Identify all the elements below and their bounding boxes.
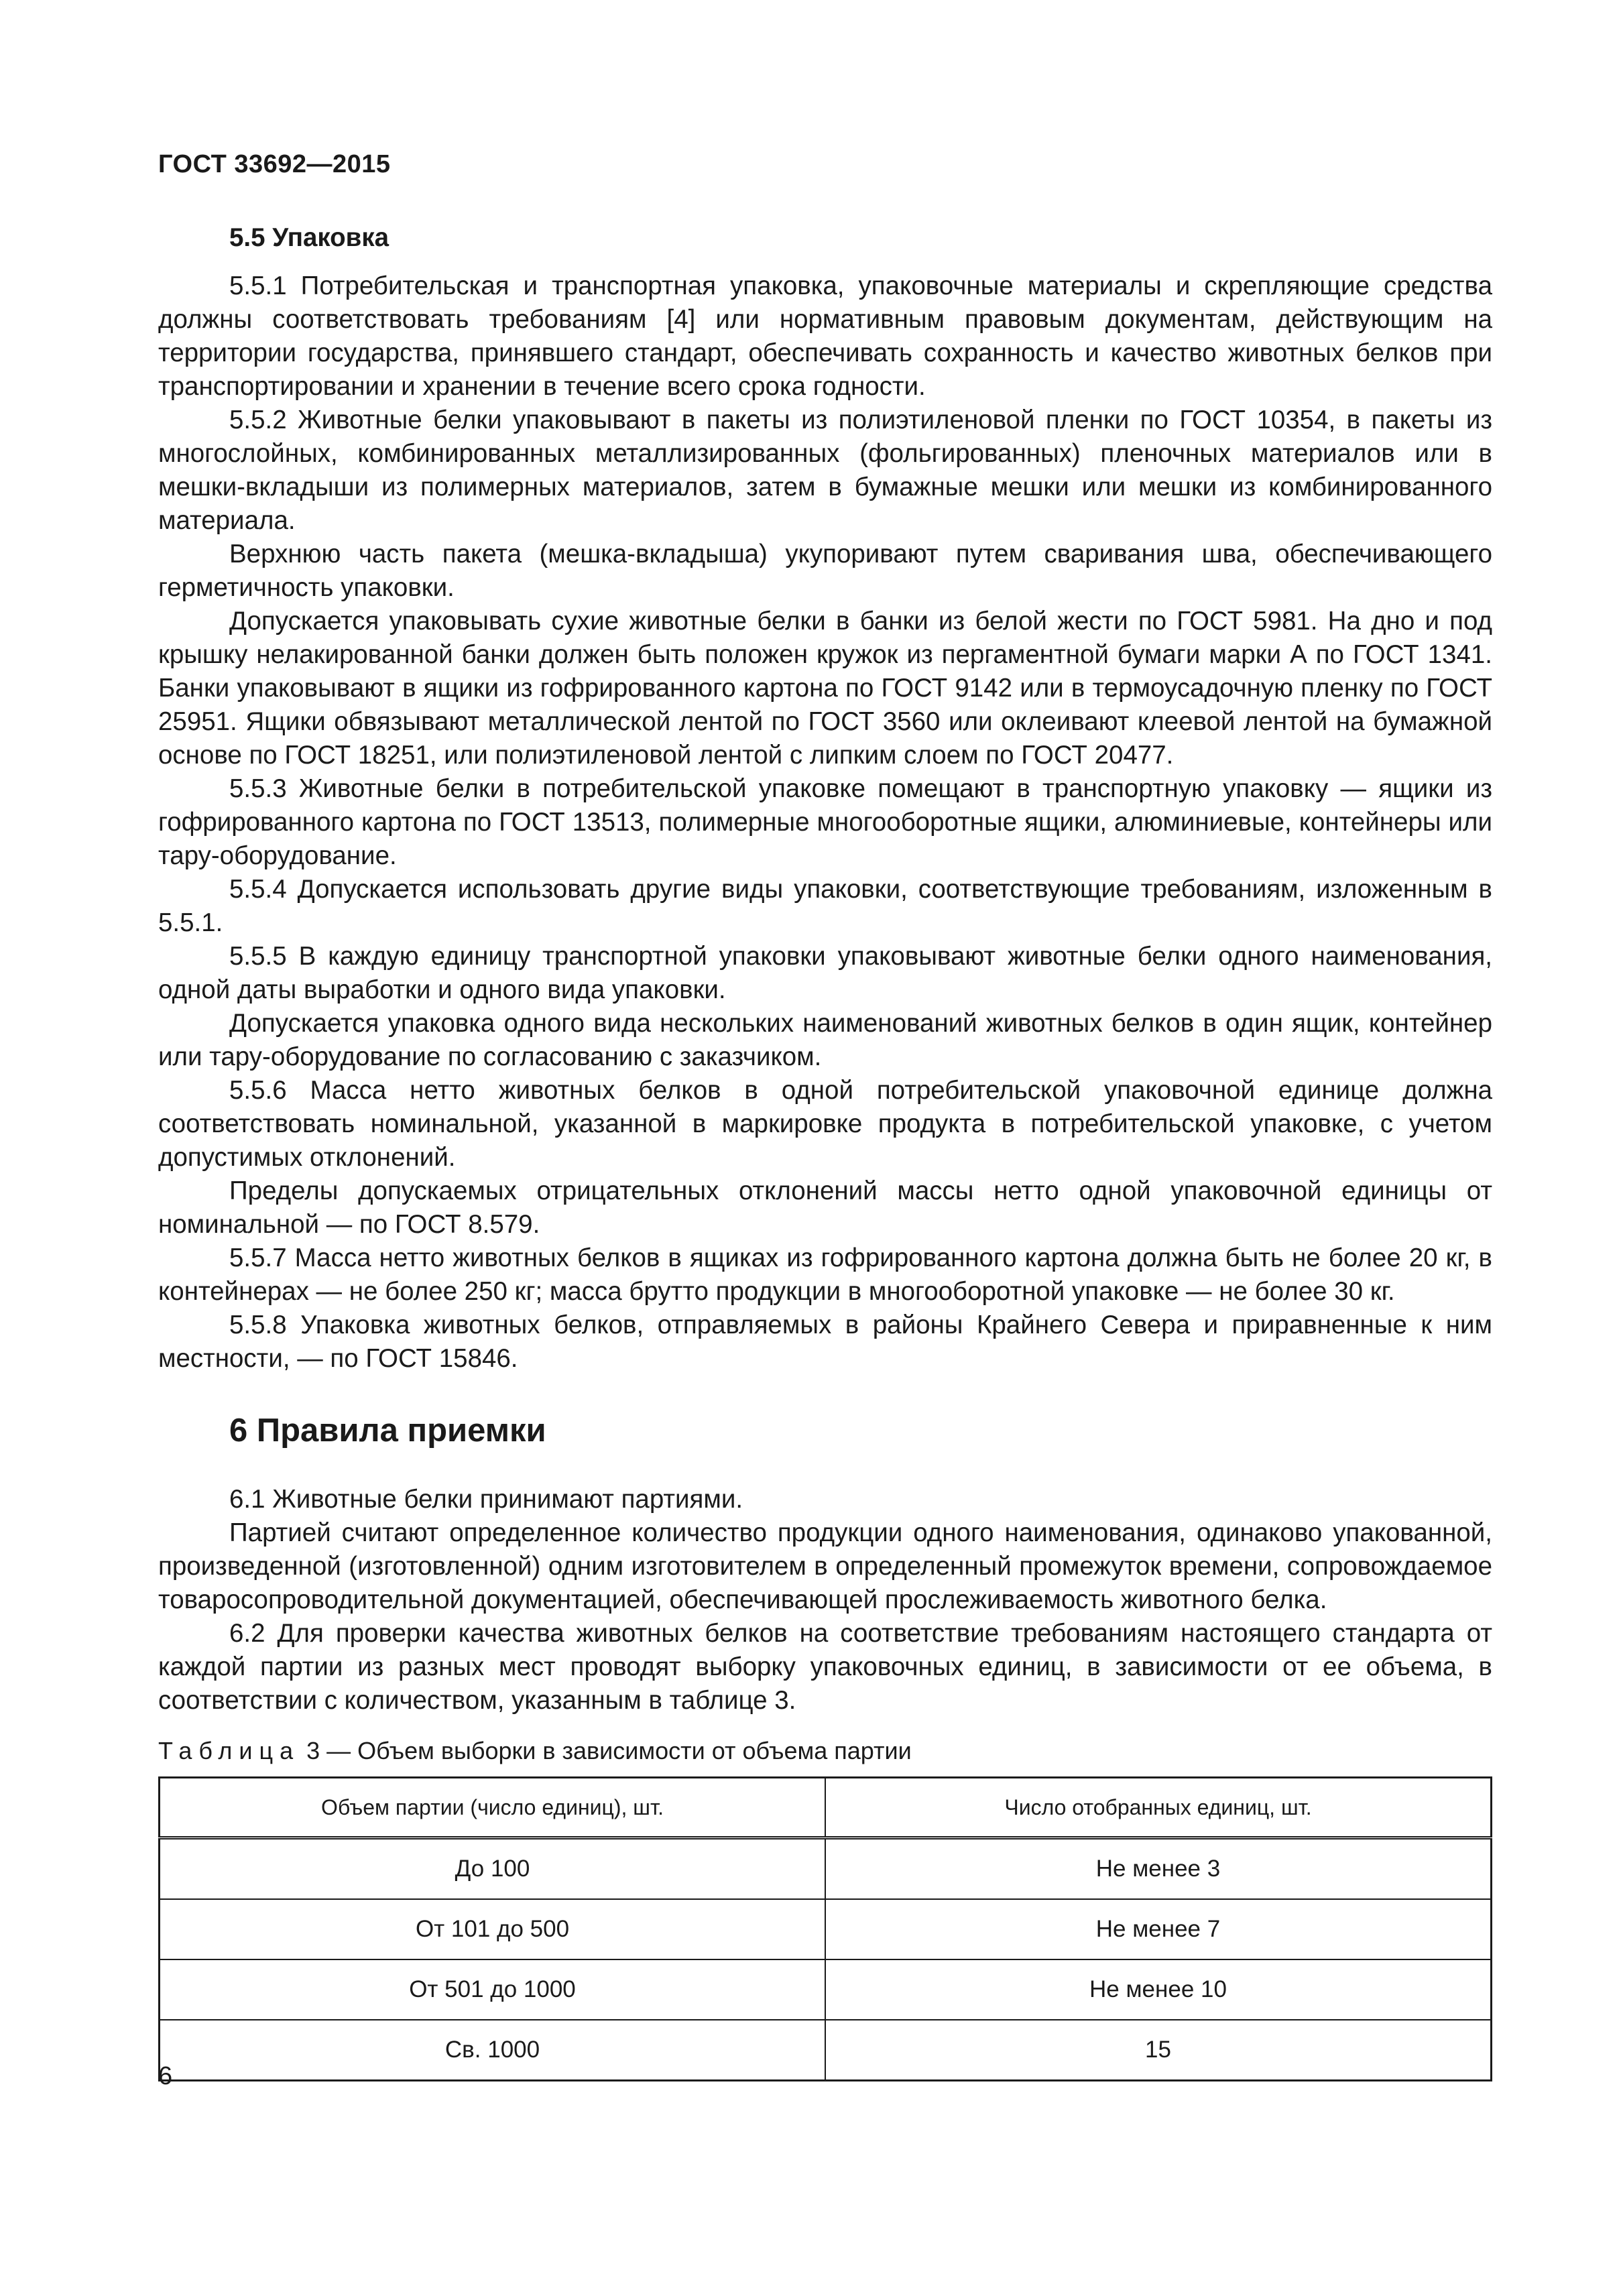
table-cell-sample-count: 15 — [825, 2020, 1492, 2081]
paragraph-6-1-batch: Партией считают определенное количество продукции одного наименования, одинаково упакованной, произведенной (изготовленной) одним изготовителем в определенный промежуток времени, сопровождаемое товаросопроводительной документацией, обеспечивающей прослеживаемость животного белка. — [158, 1518, 1492, 1614]
table-row — [160, 1899, 1492, 1959]
table-cell-batch-size: Св. 1000 — [160, 2020, 826, 2081]
paragraph-5-5-2: 5.5.2 Животные белки упаковывают в пакеты из полиэтиленовой пленки по ГОСТ 10354, в пакеты из многослойных, комбинированных металлизированных (фольгированных) пленочных материалов или в мешки-вкладыши из полимерных материалов, затем в бумажные мешки или мешки из комбинированного материала. — [158, 406, 1492, 535]
page-number: 6 — [158, 2062, 173, 2090]
paragraph-6-1: 6.1 Животные белки принимают партиями. — [229, 1485, 743, 1514]
column-header-batch-size: Объем партии (число единиц), шт. — [160, 1778, 826, 1838]
section-title-5-5: 5.5 Упаковка — [229, 223, 389, 252]
sample-size-table — [158, 1776, 1492, 2081]
paragraph-5-5-5-mixed: Допускается упаковка одного вида нескольких наименований животных белков в один ящик, контейнер или тару-оборудование по согласованию с заказчиком. — [158, 1009, 1492, 1071]
paragraph-5-5-3: 5.5.3 Животные белки в потребительской упаковке помещают в транспортную упаковку — ящики из гофрированного картона по ГОСТ 13513, полимерные многооборотные ящики, алюминиевые, контейнеры или тару-оборудование. — [158, 774, 1492, 870]
paragraph-6-2: 6.2 Для проверки качества животных белков на соответствие требованиям настоящего стандарта от каждой партии из разных мест проводят выборку упаковочных единиц, в зависимости от ее объема, в соответствии с количеством, указанным в таблице 3. — [158, 1619, 1492, 1715]
document-header: ГОСТ 33692—2015 — [158, 150, 391, 178]
paragraph-5-5-6-limits: Пределы допускаемых отрицательных отклонений массы нетто одной упаковочной единицы от номинальной — по ГОСТ 8.579. — [158, 1176, 1492, 1239]
table-label: Таблица — [158, 1737, 300, 1764]
paragraph-5-5-4: 5.5.4 Допускается использовать другие виды упаковки, соответствующие требованиям, изложенным в 5.5.1. — [158, 875, 1492, 937]
paragraph-5-5-7: 5.5.7 Масса нетто животных белков в ящиках из гофрированного картона должна быть не более 20 кг, в контейнерах — не более 250 кг; масса брутто продукции в многооборотной упаковке — не более 30 кг. — [158, 1244, 1492, 1306]
table-cell-sample-count: Не менее 3 — [825, 1838, 1492, 1900]
table-cell-batch-size: От 501 до 1000 — [160, 1959, 826, 2020]
table-cell-batch-size: До 100 — [160, 1838, 826, 1900]
column-header-sample-count: Число отобранных единиц, шт. — [825, 1778, 1492, 1838]
document-body — [158, 221, 1492, 2081]
paragraph-5-5-2-sealing: Верхнюю часть пакета (мешка-вкладыша) укупоривают путем сваривания шва, обеспечивающего герметичность упаковки. — [158, 540, 1492, 602]
paragraph-5-5-5: 5.5.5 В каждую единицу транспортной упаковки упаковывают животные белки одного наименования, одной даты выработки и одного вида упаковки. — [158, 942, 1492, 1004]
table-cell-sample-count: Не менее 10 — [825, 1959, 1492, 2020]
section-title-6: 6 Правила приемки — [229, 1412, 546, 1449]
table-row — [160, 1959, 1492, 2020]
paragraph-5-5-8: 5.5.8 Упаковка животных белков, отправляемых в районы Крайнего Севера и приравненные к ним местности, — по ГОСТ 15846. — [158, 1311, 1492, 1373]
paragraph-5-5-1: 5.5.1 Потребительская и транспортная упаковка, упаковочные материалы и скрепляющие средства должны соответствовать требованиям [4] или нормативным правовым документам, действующим на территории государства, принявшего стандарт, обеспечивать сохранность и качество животных белков при транспортировании и хранении в течение всего срока годности. — [158, 271, 1492, 401]
table-caption — [158, 1736, 1492, 1766]
table-cell-batch-size: От 101 до 500 — [160, 1899, 826, 1959]
table-cell-sample-count: Не менее 7 — [825, 1899, 1492, 1959]
table-row — [160, 1838, 1492, 1900]
paragraph-5-5-2-cans: Допускается упаковывать сухие животные белки в банки из белой жести по ГОСТ 5981. На дно и под крышку нелакированной банки должен быть положен кружок из пергаментной бумаги марки А по ГОСТ 1341. Банки упаковывают в ящики из гофрированного картона по ГОСТ 9142 или в термоусадочную пленку по ГОСТ 25951. Ящики обвязывают металлической лентой по ГОСТ 3560 или оклеивают клеевой лентой на бумажной основе по ГОСТ 18251, или полиэтиленовой лентой с липким слоем по ГОСТ 20477. — [158, 607, 1492, 770]
table-header-row — [160, 1778, 1492, 1838]
table-row — [160, 2020, 1492, 2081]
table-caption-text: 3 — Объем выборки в зависимости от объема партии — [300, 1737, 912, 1764]
paragraph-5-5-6: 5.5.6 Масса нетто животных белков в одной потребительской упаковочной единице должна соответствовать номинальной, указанной в маркировке продукта в потребительской упаковке, с учетом допустимых отклонений. — [158, 1076, 1492, 1172]
